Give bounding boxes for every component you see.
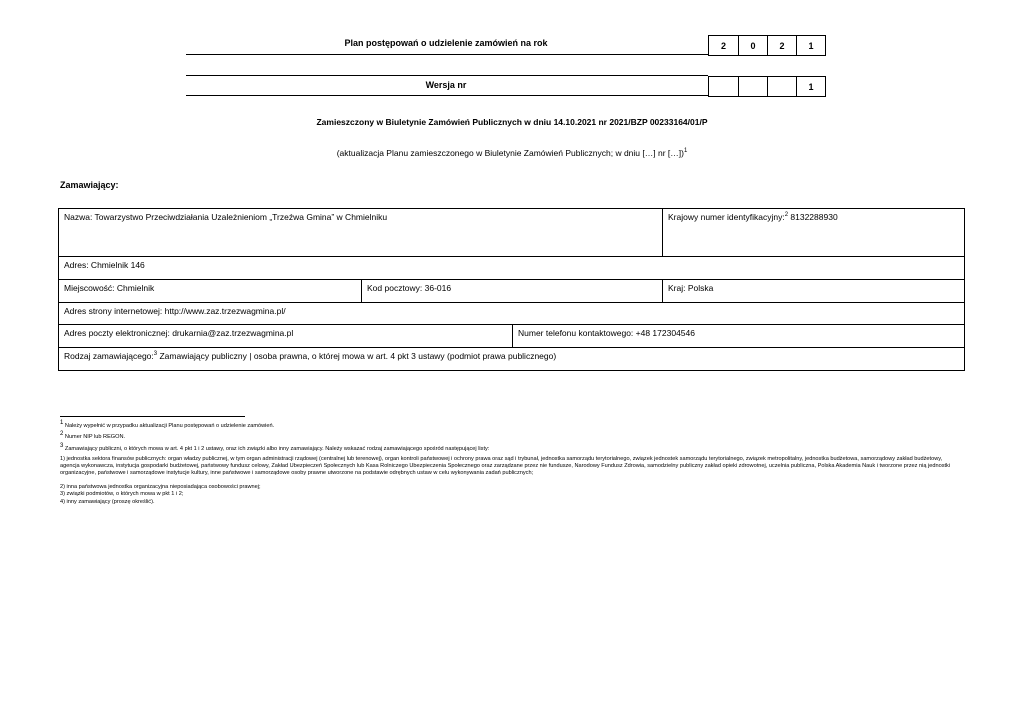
footnote-3-item-4: 4) inny zamawiający (proszę określić). (60, 499, 155, 505)
footnote-2: $^2$ Numer NIP lub REGON. (60, 431, 126, 440)
footnote-ref: 2 (784, 212, 789, 219)
buyer-address: Adres: Chmielnik 146 (64, 260, 145, 270)
footnote-3-item-1: 1) jednostka sektora finansów publicznych: organ władzy publicznej, w tym organ administracji rządowej (centralnej lub terenowej), organ kontroli państwowej i ochrony prawa oraz sąd i trybunał, jednostka samorządu terytorialnego, związek jednostek samorządu terytorialnego, związek metropolitalny, jednostka budżetowa, samorządowy zakład budżetowy, agencja wykonawcza, instytucja gospodarki budżetowej, państwowy fundusz celowy, Zakład Ubezpieczeń Społecznych lub Kasa Rolniczego Ubezpieczenia Społecznego oraz zarządzane przez nie fundusze, Narodowy Fundusz Zdrowia, samodzielny publiczny zakład opieki zdrowotnej, uczelnia publiczna, Polska Akademia Nauk i tworzone przez nią jednostki organizacyjne, państwowe i samorządowe instytucje kultury, inne państwowe i samorządowe osoby prawne utworzone na podstawie odrębnych ustaw w celu wykonywania zadań publicznych; (60, 456, 951, 476)
update-note: (aktualizacja Planu zamieszczonego w Biuletynie Zamówień Publicznych; w dniu […] nr […])$^1$ (336, 148, 688, 158)
year-digit: 1 (796, 36, 825, 55)
buyer-postal-code: Kod pocztowy: 36-016 (361, 280, 662, 302)
buyer-website: Adres strony internetowej: http://www.zaz.trzezwagmina.pl/ (64, 306, 286, 316)
version-boxes (708, 76, 826, 97)
footnote-3-item-3: 3) związki podmiotów, o których mowa w pkt 1 i 2; (60, 491, 184, 497)
section-label-buyer: Zamawiający: (60, 180, 119, 190)
plan-title: Plan postępowań o udzielenie zamówień na rok (344, 38, 548, 48)
version-topline (186, 75, 708, 76)
title-underline (186, 54, 708, 55)
version-digit (709, 77, 738, 96)
footnote-3-item-2: 2) inna państwowa jednostka organizacyjna nieposiadająca osobowości prawnej; (60, 484, 261, 490)
buyer-email: Adres poczty elektronicznej: drukarnia@zaz.trzezwagmina.pl (64, 328, 294, 338)
footnote-separator (60, 416, 245, 417)
version-digit: 1 (796, 77, 825, 96)
year-boxes (708, 35, 826, 56)
buyer-id: Krajowy numer identyfikacyjny:$^2$ 8132288930 (662, 209, 964, 256)
version-digit (767, 77, 796, 96)
footnote-1: $^1$ Należy wypełnić w przypadku aktualizacji Planu postępowań o udzielenie zamówień. (60, 420, 275, 429)
publication-info: Zamieszczony w Biuletynie Zamówień Publicznych w dniu 14.10.2021 nr 2021/BZP 00233164/01/P (316, 117, 708, 127)
footnote-3: $^3$ Zamawiający publiczni, o których mowa w art. 4 pkt 1 i 2 ustawy, oraz ich związki albo inny zamawiający. Należy wskazać rodzaj zamawiającego spośród następującej listy: (60, 443, 490, 452)
version-underline (186, 95, 708, 96)
version-digit (738, 77, 767, 96)
year-digit: 2 (720, 40, 726, 51)
buyer-table (58, 208, 965, 371)
year-digit: 0 (738, 36, 767, 55)
buyer-phone: Numer telefonu kontaktowego: +48 172304546 (512, 325, 964, 347)
footnote-ref: 3 (153, 351, 158, 358)
footnote-ref: 1 (683, 148, 688, 155)
version-label: Wersja nr (425, 80, 467, 90)
buyer-city: Miejscowość: Chmielnik (64, 283, 155, 293)
year-digit: 2 (767, 36, 796, 55)
buyer-type: Rodzaj zamawiającego:$^3$ Zamawiający publiczny | osoba prawna, o której mowa w art. 4 pkt 3 ustawy (podmiot prawa publicznego) (64, 351, 557, 361)
buyer-name: Nazwa: Towarzystwo Przeciwdziałania Uzależnieniom „Trzeźwa Gmina” w Chmielniku (64, 212, 388, 222)
buyer-country: Kraj: Polska (662, 280, 964, 302)
